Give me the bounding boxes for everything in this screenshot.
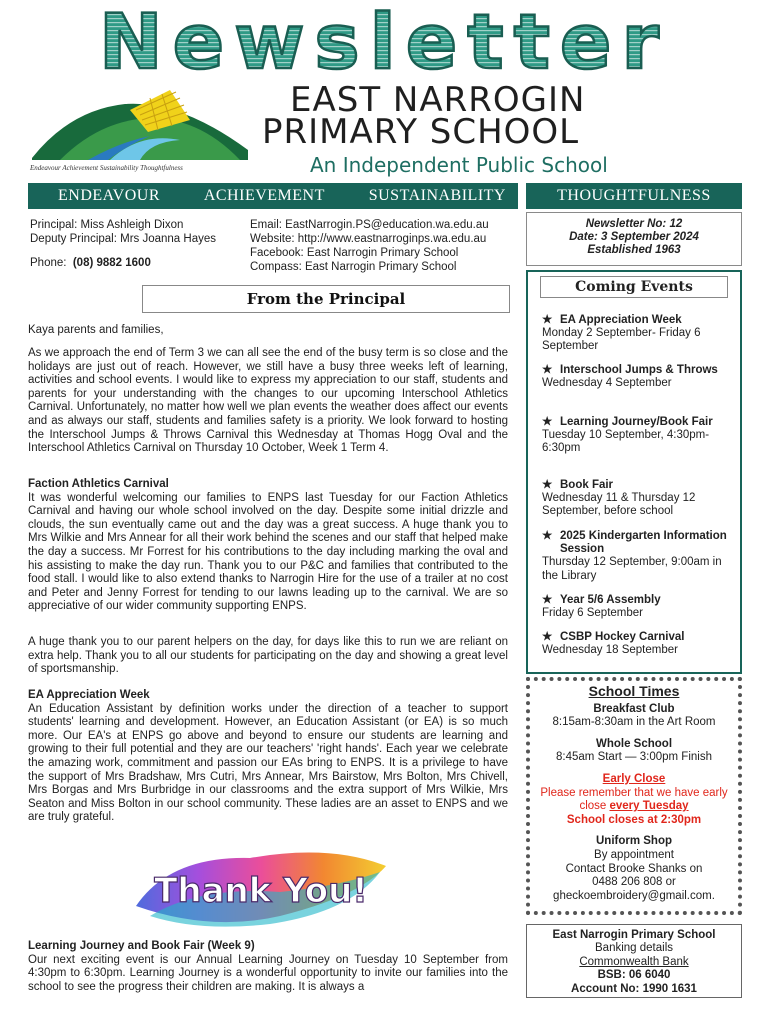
ea-appreciation-title: EA Appreciation Week [28,689,150,701]
star-icon: ★ [542,416,553,428]
early-close-emphasis: every Tuesday [609,800,689,813]
breakfast-club-time: 8:15am-8:30am in the Art Room [552,716,716,729]
school-values-bar-right [526,183,742,209]
early-close-title: Early Close [602,772,666,785]
established-year: Established 1963 [587,244,681,256]
greeting: Kaya parents and families, [28,324,164,336]
event-detail: Friday 6 September [542,607,643,620]
school-times-title: School Times [588,683,680,699]
whole-school-time: 8:45am Start — 3:00pm Finish [556,751,712,764]
staff-contacts [30,218,216,270]
phone-label: Phone: [30,257,67,269]
breakfast-club-title: Breakfast Club [593,702,675,715]
independent-public-school: An Independent Public School [310,153,608,177]
website-link[interactable]: Website: http://www.eastnarroginps.wa.edu.au [250,233,487,245]
school-name-line1: EAST NARROGIN [290,80,586,120]
event-detail: Thursday 12 September, 9:00am in the Library [542,556,722,582]
email-link[interactable]: Email: EastNarrogin.PS@education.wa.edu.au [250,219,489,231]
issue-info-box [526,212,742,266]
coming-events-panel [526,270,742,674]
newsletter-date: Date: 3 September 2024 [569,231,699,243]
event-detail: Wednesday 4 September [542,377,672,390]
event-title: Interschool Jumps & Throws [560,364,718,376]
faction-carnival-section [28,478,508,614]
newsletter-title-text: Newsletter [99,6,669,78]
value-sustainability: SUSTAINABILITY [368,187,506,204]
learning-journey-body: Our next exciting event is our Annual Learning Journey on Tuesday 10 September from 4:30pm to 6:30pm. Learning Journey is a wonderful opportunity to invite our families into the school to see the progress their children are making. It is always a [28,953,508,993]
parent-helpers-paragraph: A huge thank you to our parent helpers on the day, for days like this to run we are reliant on extra help. Thank you to all our students for participating on the day and showing a great level of sportsmanship. [28,636,508,676]
star-icon: ★ [542,364,553,376]
uniform-shop-title: Uniform Shop [595,835,673,848]
intro-paragraph: As we approach the end of Term 3 we can all see the end of the busy term is so close and the holidays are just out of reach. However, we still have a busy three weeks left of learning, activities and school events. I would like to express my appreciation to our staff, students and parents for your understanding with the changes to our upcoming Interschool Athletics Carnival. Unfortunately, no matter how well we plan events the weather does affect our events and as always our staff, students and families safety is a priority. We look forward to hosting the Interschool Jumps & Throws Carnival this Wednesday at Thomas Hogg Oval and the Interschool Athletics Carnival on Thursday 10 October, Week 1 Term 4. [28,347,508,455]
faction-carnival-body: It was wonderful welcoming our families to ENPS last Tuesday for our Faction Athletics Carnival and having our whole school involved on the day. Despite some initial drizzle and clouds, the sun eventually came out and the day was a great success. A huge thank you to Mrs Wilkie and Mrs Annear for all their work behind the scenes and our staff that helped make the day a success. Mr Forrest for his contributions to the day including marking the oval and his assisting to make the day run. Thank you to our P&C and families that contributed to the food stall. I would like to also extend thanks to Narrogin Hire for the use of a trailer at no cost and Peter and Jenny Forrest for tending to our lawns leading up to the carnival. We are so appreciative of our wider community supporting ENPS. [28,491,508,613]
bank-school-name: East Narrogin Primary School [552,929,716,941]
star-icon: ★ [542,314,553,326]
school-logo [30,80,250,162]
event-title: Book Fair [560,479,614,491]
early-close-text [530,787,738,814]
ea-appreciation-section [28,689,508,825]
star-icon: ★ [542,631,553,643]
school-times-panel [526,677,742,915]
event-item [542,314,738,354]
event-title: CSBP Hockey Carnival [560,631,685,643]
event-item [542,416,738,456]
event-detail: Tuesday 10 September, 4:30pm-6:30pm [542,429,710,455]
early-close-time: School closes at 2:30pm [566,813,702,826]
uniform-shop-line2: Contact Brooke Shanks on [565,862,703,875]
event-title: EA Appreciation Week [560,314,682,326]
phone-line [30,256,216,270]
event-detail: Wednesday 11 & Thursday 12 September, before school [542,492,696,518]
event-item [542,364,738,390]
phone-number[interactable]: (08) 9882 1600 [72,257,151,269]
uniform-shop-line1: By appointment [594,848,674,861]
principal-name: Principal: Miss Ashleigh Dixon [30,219,184,231]
star-icon: ★ [542,479,553,491]
online-contacts [250,218,489,274]
value-achievement: ACHIEVEMENT [203,187,325,204]
event-title: Learning Journey/Book Fair [560,416,713,428]
bank-bsb: BSB: 06 6040 [597,969,671,982]
uniform-shop-email[interactable]: gheckoembroidery@gmail.com. [553,889,715,902]
thank-you-text: Thank You! [154,871,368,911]
compass-link[interactable]: Compass: East Narrogin Primary School [250,261,457,273]
early-close-reminder: Please remember that we have early close [540,786,728,813]
banking-details-panel [526,924,742,998]
event-item [542,594,738,620]
star-icon: ★ [542,594,553,606]
coming-events-heading: Coming Events [540,276,728,298]
event-detail: Monday 2 September- Friday 6 September [542,327,701,353]
event-title: Year 5/6 Assembly [560,594,661,606]
ea-appreciation-body: An Education Assistant by definition works under the direction of a teacher to support students' learning and development. However, an Education Assistant (or EA) is so much more. Our EA's at ENPS go above and beyond to ensure our students are learning and growing to their full potential and they are our teachers' 'right hands'. Each year we celebrate the amazing work, commitment and passion our EAs bring to ENPS. It is a privilege to have the support of Mrs Bradshaw, Mrs Cutri, Mrs Annear, Mrs Bairstow, Mrs Bolton, Mrs Chivell, Mrs Borgas and Mrs Burbridge in our classrooms and the extra support of Mrs Wilkie, Mrs Seaton and Miss Bolton in our school community. These ladies are an asset to ENPS and we are truly grateful. [28,702,508,824]
event-item [542,530,738,583]
newsletter-title [28,6,740,78]
event-item [542,631,738,657]
whole-school-title: Whole School [595,737,673,750]
facebook-link[interactable]: Facebook: East Narrogin Primary School [250,247,459,259]
school-values-bar [28,183,518,209]
thank-you-graphic [130,836,392,934]
event-detail: Wednesday 18 September [542,644,678,657]
event-item [542,479,738,519]
newsletter-number: Newsletter No: 12 [585,218,683,230]
value-endeavour: ENDEAVOUR [58,187,160,204]
faction-carnival-title: Faction Athletics Carnival [28,478,169,490]
uniform-shop-phone[interactable]: 0488 206 808 or [592,876,676,889]
value-thoughtfulness: THOUGHTFULNESS [557,187,711,204]
school-name-line2: PRIMARY SCHOOL [262,112,580,152]
bank-label: Banking details [595,942,673,955]
masthead [0,0,770,182]
bank-account: Account No: 1990 1631 [571,982,697,995]
from-the-principal-heading: From the Principal [142,285,510,313]
star-icon: ★ [542,530,553,542]
logo-tagline: Endeavour Achievement Sustainability Thoughtfulness [30,164,183,172]
deputy-principal-name: Deputy Principal: Mrs Joanna Hayes [30,233,216,245]
learning-journey-title: Learning Journey and Book Fair (Week 9) [28,940,255,952]
learning-journey-section [28,940,508,994]
bank-name: Commonwealth Bank [579,955,689,968]
event-title: 2025 Kindergarten Information Session [560,530,727,556]
